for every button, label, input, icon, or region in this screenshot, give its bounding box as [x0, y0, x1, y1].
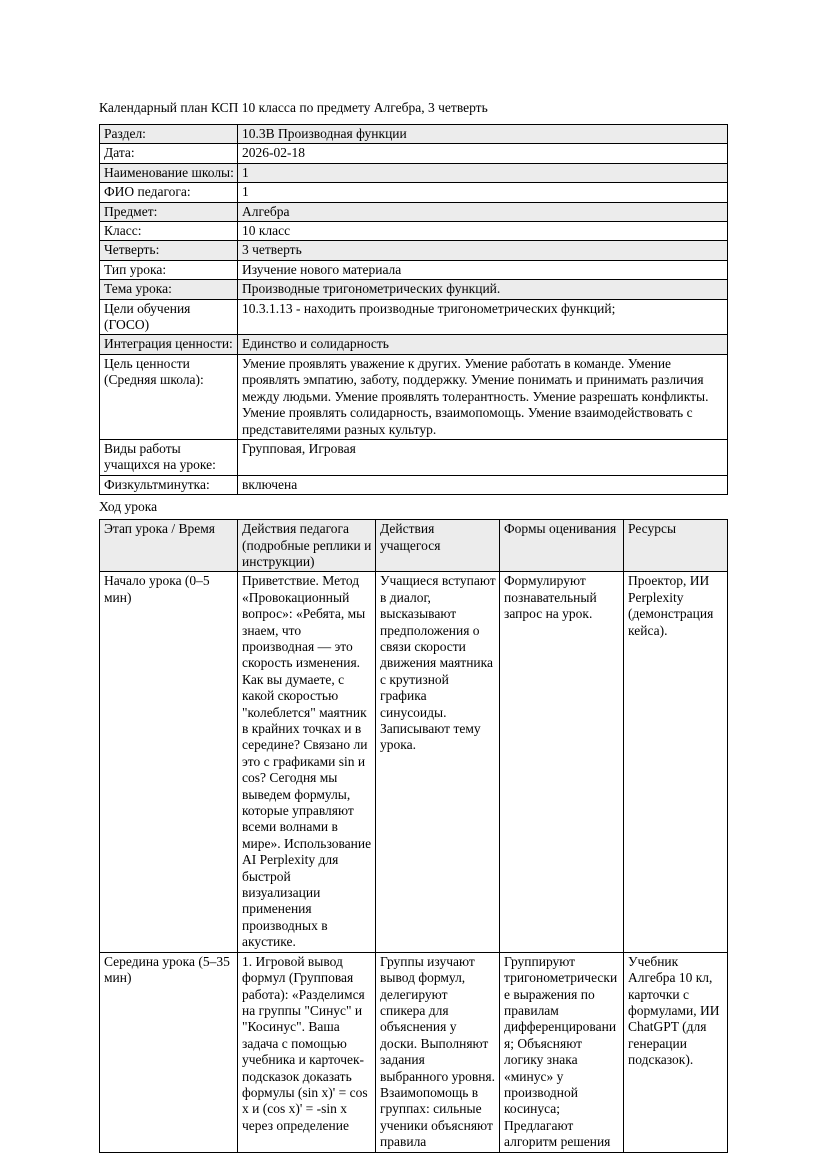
info-label: Раздел: — [100, 125, 238, 144]
table-row — [100, 183, 728, 202]
cell-resources: Учебник Алгебра 10 кл, карточки с формулами, ИИ ChatGPT (для генерации подсказок). — [624, 952, 728, 1152]
info-value: 10.3В Производная функции — [238, 125, 728, 144]
lesson-plan-body — [100, 572, 728, 1152]
cell-student-actions: Группы изучают вывод формул, делегируют спикера для объяснения у доски. Выполняют задания выбранного уровня. Взаимопомощь в группах: сильные ученики объясняют правила — [376, 952, 500, 1152]
info-label: Предмет: — [100, 202, 238, 221]
info-value: 3 четверть — [238, 241, 728, 260]
cell-assessment: Группируют тригонометрические выражения по правилам дифференцирования; Объясняют логику знака «минус» у производной косинуса; Предлагают алгоритм решения — [500, 952, 624, 1152]
info-value: Алгебра — [238, 202, 728, 221]
info-label: Дата: — [100, 144, 238, 163]
page-content — [99, 99, 727, 1153]
info-label: Наименование школы: — [100, 163, 238, 182]
lesson-info-body — [100, 125, 728, 495]
info-value: 2026-02-18 — [238, 144, 728, 163]
info-value: 1 — [238, 183, 728, 202]
cell-student-actions: Учащиеся вступают в диалог, высказывают предположения о связи скорости движения маятника с крутизной графика синусоиды. Записывают тему урока. — [376, 572, 500, 952]
cell-teacher-actions: 1. Игровой вывод формул (Групповая работа): «Разделимся на группы "Синус" и "Косинус". Ваша задача с помощью учебника и карточек-подсказок доказать формулы (sin x)' = cos x и (cos x)' = -sin x через определение — [238, 952, 376, 1152]
info-label: Класс: — [100, 222, 238, 241]
info-value: 10.3.1.13 - находить производные тригонометрических функций; — [238, 299, 728, 335]
table-row — [100, 125, 728, 144]
column-header-assessment: Формы оценивания — [500, 520, 624, 572]
table-row — [100, 280, 728, 299]
cell-resources: Проектор, ИИ Perplexity (демонстрация кейса). — [624, 572, 728, 952]
lesson-plan-head — [100, 520, 728, 572]
lesson-info-table — [99, 124, 728, 495]
info-value: Изучение нового материала — [238, 260, 728, 279]
info-value: включена — [238, 475, 728, 494]
table-row — [100, 475, 728, 494]
table-row — [100, 354, 728, 439]
column-header-resources: Ресурсы — [624, 520, 728, 572]
lesson-plan-table — [99, 519, 728, 1152]
cell-stage: Середина урока (5–35 мин) — [100, 952, 238, 1152]
table-row — [100, 222, 728, 241]
info-value: Производные тригонометрических функций. — [238, 280, 728, 299]
cell-stage: Начало урока (0–5 мин) — [100, 572, 238, 952]
info-label: ФИО педагога: — [100, 183, 238, 202]
table-row — [100, 163, 728, 182]
table-row — [100, 144, 728, 163]
info-label: Физкультминутка: — [100, 475, 238, 494]
table-header-row — [100, 520, 728, 572]
info-value: Единство и солидарность — [238, 335, 728, 354]
info-value: 10 класс — [238, 222, 728, 241]
info-value: 1 — [238, 163, 728, 182]
info-label: Виды работы учащихся на уроке: — [100, 439, 238, 475]
info-label: Цели обучения (ГОСО) — [100, 299, 238, 335]
page-title: Календарный план КСП 10 класса по предмету Алгебра, 3 четверть — [99, 100, 488, 115]
info-value: Умение проявлять уважение к других. Умение работать в команде. Умение проявлять эмпатию, заботу, поддержку. Умение понимать и принимать различия между людьми. Умение проявлять толерантность. Умение разрешать конфликты. Умение проявлять солидарность, взаимопомощь. Умение взаимодействовать с представителями разных культур. — [238, 354, 728, 439]
table-row — [100, 439, 728, 475]
table-row — [100, 260, 728, 279]
cell-teacher-actions: Приветствие. Метод «Провокационный вопрос»: «Ребята, мы знаем, что производная — это скорость изменения. Как вы думаете, с какой скоростью "колеблется" маятник в крайних точках и в середине? Связано ли это с графиками sin и cos? Сегодня мы выведем формулы, которые управляют всеми волнами в мире». Использование AI Perplexity для быстрой визуализации применения производных в акустике. — [238, 572, 376, 952]
table-row — [100, 335, 728, 354]
table-row — [100, 299, 728, 335]
cell-assessment: Формулируют познавательный запрос на урок. — [500, 572, 624, 952]
info-label: Четверть: — [100, 241, 238, 260]
column-header-teacher-actions: Действия педагога (подробные реплики и инструкции) — [238, 520, 376, 572]
table-row — [100, 202, 728, 221]
column-header-student-actions: Действия учащегося — [376, 520, 500, 572]
section-heading: Ход урока — [99, 499, 158, 515]
table-row — [100, 572, 728, 952]
table-row — [100, 241, 728, 260]
info-label: Тип урока: — [100, 260, 238, 279]
info-label: Цель ценности (Средняя школа): — [100, 354, 238, 439]
table-row — [100, 952, 728, 1152]
info-label: Тема урока: — [100, 280, 238, 299]
info-label: Интеграция ценности: — [100, 335, 238, 354]
info-value: Групповая, Игровая — [238, 439, 728, 475]
column-header-stage: Этап урока / Время — [100, 520, 238, 572]
